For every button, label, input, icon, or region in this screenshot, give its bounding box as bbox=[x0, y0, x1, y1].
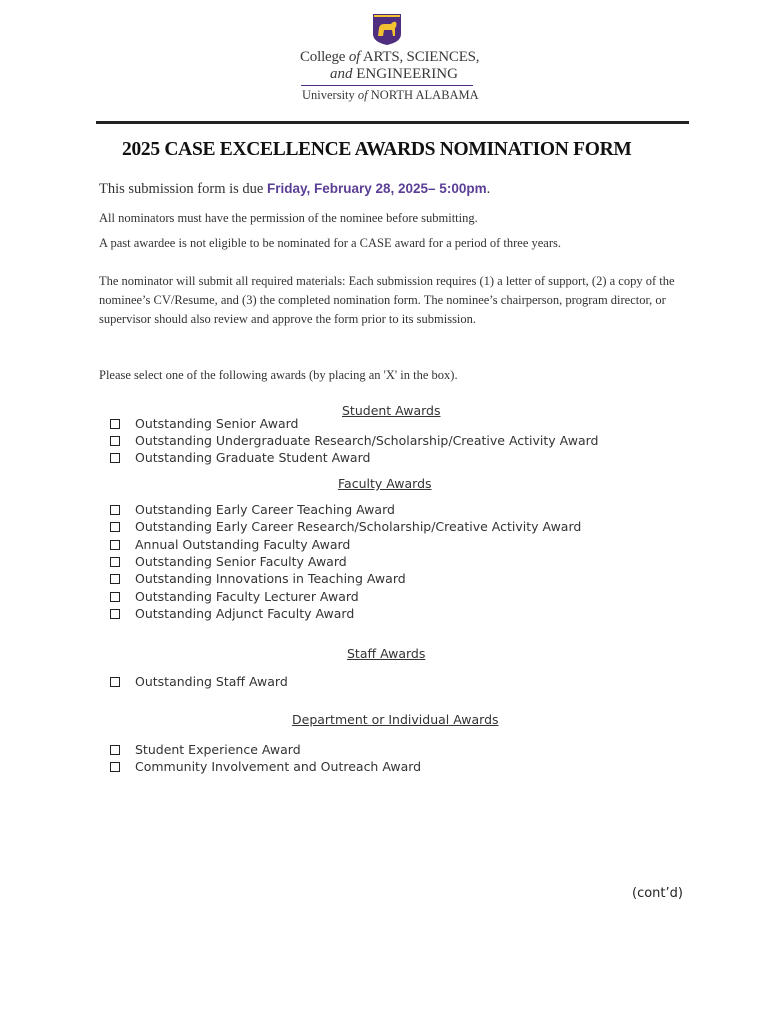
award-option[interactable]: Outstanding Faculty Lecturer Award bbox=[110, 588, 359, 605]
checkbox[interactable] bbox=[110, 609, 120, 619]
checkbox[interactable] bbox=[110, 592, 120, 602]
award-option[interactable]: Community Involvement and Outreach Award bbox=[110, 758, 421, 775]
award-option[interactable]: Outstanding Innovations in Teaching Award bbox=[110, 570, 406, 587]
award-option[interactable]: Outstanding Adjunct Faculty Award bbox=[110, 605, 354, 622]
deadline: Friday, February 28, 2025– 5:00pm bbox=[266, 181, 487, 196]
due-date-line: This submission form is due Friday, February 28, 2025– 5:00pm. bbox=[99, 181, 491, 197]
award-option[interactable]: Outstanding Graduate Student Award bbox=[110, 449, 370, 466]
header-rule bbox=[96, 121, 689, 124]
award-option[interactable]: Annual Outstanding Faculty Award bbox=[110, 536, 350, 553]
checkbox[interactable] bbox=[110, 419, 120, 429]
continued-note: (cont’d) bbox=[632, 886, 683, 901]
college-name-line2: and ENGINEERING bbox=[330, 66, 458, 82]
checkbox[interactable] bbox=[110, 677, 120, 687]
staff-awards-heading: Staff Awards bbox=[347, 646, 426, 661]
form-title: 2025 CASE EXCELLENCE AWARDS NOMINATION FORM bbox=[122, 139, 632, 160]
award-option[interactable]: Outstanding Early Career Research/Scholarship/Creative Activity Award bbox=[110, 518, 581, 535]
instruction: Please select one of the following awards (by placing an 'X' in the box). bbox=[99, 368, 458, 382]
checkbox[interactable] bbox=[110, 557, 120, 567]
checkbox[interactable] bbox=[110, 540, 120, 550]
checkbox[interactable] bbox=[110, 762, 120, 772]
logo-divider bbox=[301, 85, 473, 86]
checkbox[interactable] bbox=[110, 522, 120, 532]
checkbox[interactable] bbox=[110, 453, 120, 463]
checkbox[interactable] bbox=[110, 574, 120, 584]
award-option[interactable]: Outstanding Senior Award bbox=[110, 415, 298, 432]
materials-paragraph: The nominator will submit all required materials: Each submission requires (1) a letter of support, (2) a copy of the nominee’s CV/Resume, and (3) the completed nomination form. The nominee’s chairperson, program director, or supervisor should also review and approve the form prior to its submission. bbox=[99, 274, 675, 326]
permission-rule: All nominators must have the permission of the nominee before submitting. bbox=[99, 211, 478, 225]
checkbox[interactable] bbox=[110, 505, 120, 515]
award-option[interactable]: Outstanding Staff Award bbox=[110, 673, 288, 690]
lion-shield-icon bbox=[371, 12, 403, 46]
department-awards-heading: Department or Individual Awards bbox=[292, 712, 499, 727]
award-option[interactable]: Student Experience Award bbox=[110, 741, 301, 758]
student-awards-heading: Student Awards bbox=[342, 403, 441, 418]
faculty-awards-heading: Faculty Awards bbox=[338, 476, 432, 491]
award-option[interactable]: Outstanding Senior Faculty Award bbox=[110, 553, 347, 570]
award-option[interactable]: Outstanding Early Career Teaching Award bbox=[110, 501, 395, 518]
award-option[interactable]: Outstanding Undergraduate Research/Scholarship/Creative Activity Award bbox=[110, 432, 598, 449]
past-awardee-rule: A past awardee is not eligible to be nominated for a CASE award for a period of three years. bbox=[99, 236, 561, 250]
university-name: University of NORTH ALABAMA bbox=[302, 88, 479, 102]
college-name-line1: College of ARTS, SCIENCES, bbox=[300, 49, 480, 65]
checkbox[interactable] bbox=[110, 745, 120, 755]
checkbox[interactable] bbox=[110, 436, 120, 446]
